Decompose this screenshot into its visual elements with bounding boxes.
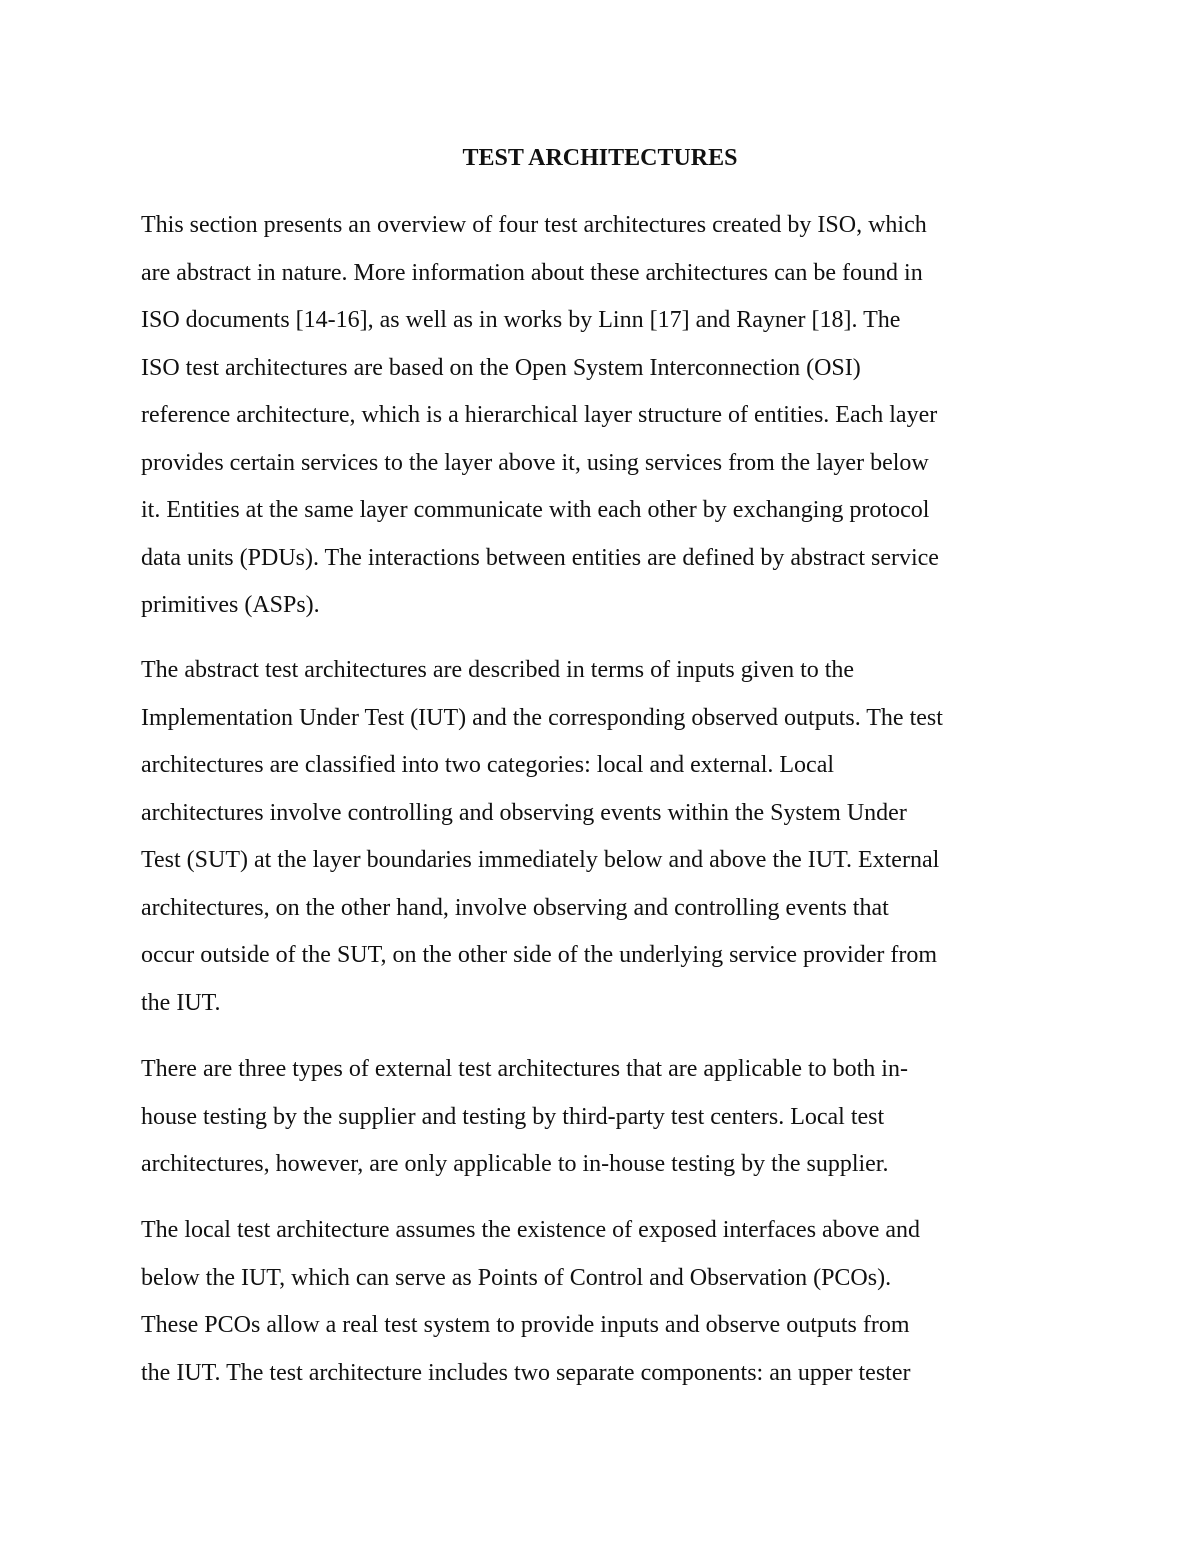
text-line: architectures are classified into two categories: local and external. Local xyxy=(141,752,835,778)
text-line: Test (SUT) at the layer boundaries immediately below and above the IUT. External xyxy=(141,847,940,873)
text-line: provides certain services to the layer above it, using services from the layer below xyxy=(141,449,929,476)
text-line: architectures involve controlling and observing events within the System Under xyxy=(141,799,907,826)
paragraph-abstract-architectures xyxy=(141,647,943,1027)
paragraph-overview xyxy=(141,202,939,630)
text-line: The local test architecture assumes the existence of exposed interfaces above and xyxy=(141,1217,920,1243)
text-line: below the IUT, which can serve as Points of Control and Observation (PCOs). xyxy=(141,1264,892,1291)
text-line: the IUT. The test architecture includes two separate components: an upper tester xyxy=(141,1359,911,1386)
text-line: architectures, however, are only applicable to in-house testing by the supplier. xyxy=(141,1151,889,1177)
text-line: are abstract in nature. More information about these architectures can be found in xyxy=(141,259,923,286)
text-line: ISO test architectures are based on the Open System Interconnection (OSI) xyxy=(141,354,861,381)
text-line: These PCOs allow a real test system to provide inputs and observe outputs from xyxy=(141,1312,910,1338)
paragraph-external-types xyxy=(141,1046,908,1189)
text-line: data units (PDUs). The interactions between entities are defined by abstract service xyxy=(141,544,939,571)
text-line: the IUT. xyxy=(141,989,221,1016)
text-line: house testing by the supplier and testing by third-party test centers. Local test xyxy=(141,1103,885,1130)
document-title: TEST ARCHITECTURES xyxy=(462,145,738,171)
text-line: There are three types of external test architectures that are applicable to both in- xyxy=(141,1056,908,1082)
text-line: primitives (ASPs). xyxy=(141,592,320,618)
text-line: occur outside of the SUT, on the other side of the underlying service provider from xyxy=(141,942,937,968)
text-line: This section presents an overview of four test architectures created by ISO, which xyxy=(141,212,927,238)
text-line: it. Entities at the same layer communicate with each other by exchanging protocol xyxy=(141,497,930,523)
text-line: ISO documents [14-16], as well as in works by Linn [17] and Rayner [18]. The xyxy=(141,307,901,333)
text-line: architectures, on the other hand, involve observing and controlling events that xyxy=(141,894,889,921)
text-line: Implementation Under Test (IUT) and the corresponding observed outputs. The test xyxy=(141,704,943,731)
paragraph-local-architecture xyxy=(141,1207,920,1397)
text-line: reference architecture, which is a hierarchical layer structure of entities. Each layer xyxy=(141,402,938,428)
text-line: The abstract test architectures are described in terms of inputs given to the xyxy=(141,657,855,683)
